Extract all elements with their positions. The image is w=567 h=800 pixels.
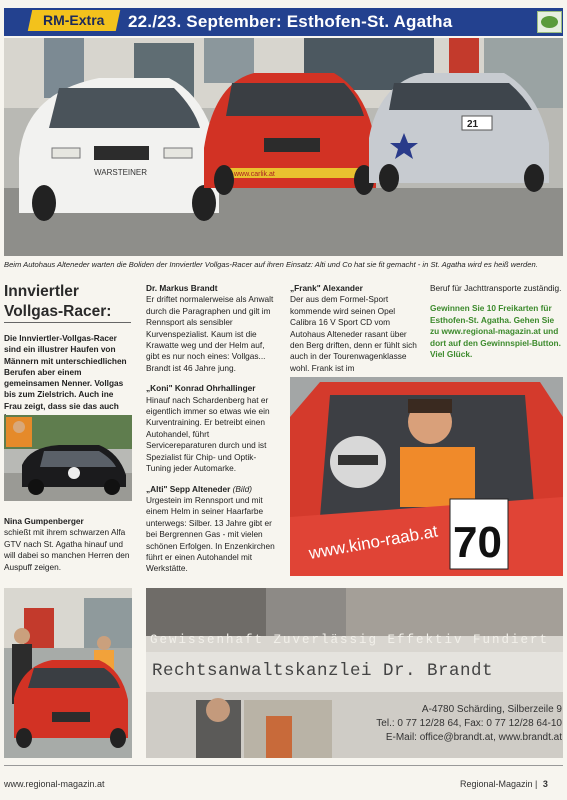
person-text: Beruf für Jachttransporte zuständig. <box>430 283 562 293</box>
article-col-4 <box>430 283 563 360</box>
car-sponsor-text: WARSTEINER <box>94 168 148 177</box>
person-name: „Alti" Sepp Alteneder (Bild) <box>146 483 252 494</box>
photo-nina-car <box>4 415 132 501</box>
person-text: schießt mit ihrem schwarzen Alfa GTV nach St. Agatha hinauf und will dabei so manchen Herren den Auspuff zeigen. <box>4 527 130 572</box>
photo-driver-car <box>290 377 563 576</box>
photo-team-car <box>4 588 132 758</box>
footer-magazine-name: Regional-Magazin <box>460 779 533 789</box>
ad-slogan: Gewissenhaft Zuverlässig Effektiv Fundiert <box>150 633 550 647</box>
ad-firm-name: Rechtsanwaltskanzlei Dr. Brandt <box>152 661 494 681</box>
title-divider <box>4 322 131 323</box>
ad-address: A-4780 Schärding, Silberzeile 9 <box>421 704 562 715</box>
article-col-1 <box>4 516 132 573</box>
person-name: Nina Gumpenberger <box>4 516 84 526</box>
person-text: Er driftet normalerweise als Anwalt durch die Paragraphen und gilt im Rennsport als sensibler Kurvenspezialist. Kaum ist die Krawatte weg und der Helm auf, gibt es nur noch eines: Vollgas... Brandt ist 46 Jahre jung. <box>146 294 274 373</box>
person-name: Dr. Markus Brandt <box>146 283 218 293</box>
car-number-text: 21 <box>467 119 479 130</box>
page-number: 3 <box>542 779 548 789</box>
person-text: Urgestein im Rennsport und mit einem Helm in seiner Haarfarbe unterwegs: Silber. 13 Jahre gibt er bei Bergrennen Gas - mit vielen schönen Erfolgen. In Enzenkirchen führt er einen Autohandel mit Werkstätte. <box>146 494 275 574</box>
footer-page-info: Regional-Magazin | 3 <box>460 779 548 789</box>
person-name: „Frank" Alexander <box>290 283 363 293</box>
promo-text: Gewinnen Sie 10 Freikarten für Esthofen-St. Agatha. Gehen Sie zu www.regional-magazin.at und dort auf den Gewinnspiel-Button. Viel Glück. <box>430 303 561 360</box>
footer-website-link[interactable]: www.regional-magazin.at <box>4 779 105 789</box>
person-text: Der aus dem Formel-Sport kommende wird seinen Opel Calibra 16 V Sport CD vom Autohaus Alteneder rasant über den Berg driften, denn er fühlt sich auch in der Tourenwagenklasse wohl. Frank ist im <box>290 294 417 373</box>
person-name: „Koni" Konrad Ohrhallinger <box>146 383 256 394</box>
footer-divider <box>4 765 563 766</box>
logo-icon <box>537 11 562 33</box>
page-headline: 22./23. September: Esthofen-St. Agatha <box>128 12 453 31</box>
section-badge: RM-Extra <box>28 10 120 31</box>
car-number-text: 70 <box>453 518 502 567</box>
article-col-2 <box>146 283 278 575</box>
ad-contact <box>368 703 562 745</box>
article-title: Innviertler Vollgas-Racer: <box>4 283 112 320</box>
photo-caption: Beim Autohaus Alteneder warten die Boliden der Innviertler Vollgas-Racer auf ihren Einsatz: Alti und Co hat sie fit gemacht - in St. Agatha wird es heiß werden. <box>4 260 538 269</box>
person-text: Hinauf nach Schardenberg hat er eigentlich immer so etwas wie ein Kurventraining. Er betreibt einen Autohandel, führt Servicereparaturen durch und ist Spezialist für Chip- und Optik-Tuning jeder Automarke. <box>146 394 270 474</box>
article-intro: Die Innviertler-Vollgas-Racer sind ein illustrer Haufen von Männern mit unterschiedlichen Berufen aber einem gemeinsamen Nenner. Vollgas bis zum Zielstrich. Auch ine Frau zeigt, dass sie das auch <box>4 333 127 411</box>
law-firm-ad <box>146 588 563 758</box>
car-sponsor-text: www.kino-raab.at <box>307 521 440 563</box>
ad-phone: Tel.: 0 77 12/28 64, Fax: 0 77 12/28 64-10 <box>376 718 562 729</box>
photo-race-cars <box>4 38 563 256</box>
article-col-3 <box>290 283 422 374</box>
ad-email-link[interactable]: E-Mail: office@brandt.at, www.brandt.at <box>385 732 562 743</box>
car-sponsor-text: www.carlik.at <box>234 171 275 178</box>
